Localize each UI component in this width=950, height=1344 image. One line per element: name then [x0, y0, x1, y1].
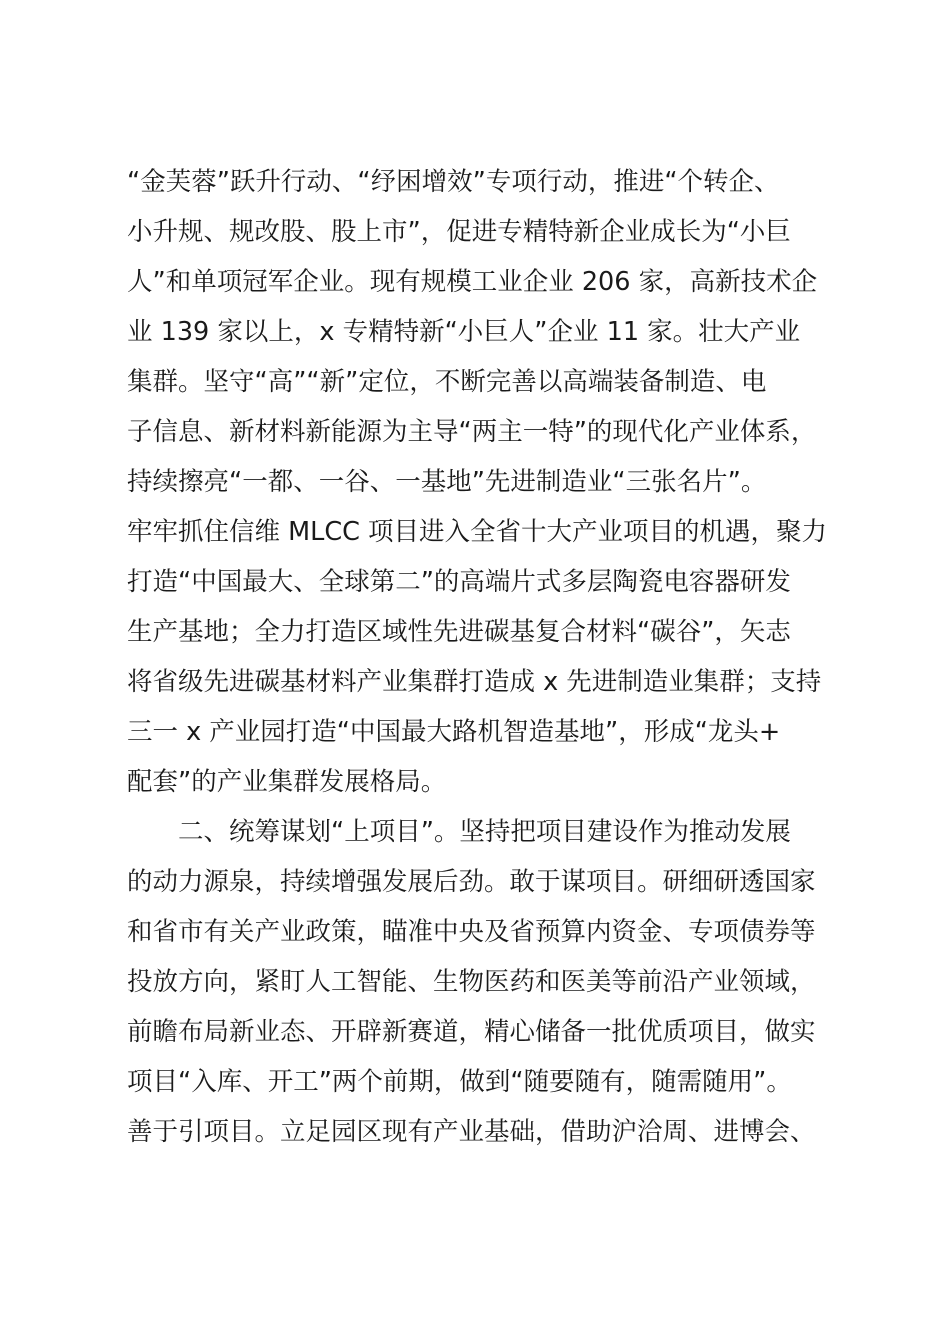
- text-line: 人”和单项冠军企业。现有规模工业企业 206 家，高新技术企: [127, 267, 818, 297]
- text-line: 集群。坚守“高”“新”定位，不断完善以高端装备制造、电: [127, 367, 767, 397]
- text-line: 子信息、新材料新能源为主导“两主一特”的现代化产业体系，: [127, 417, 817, 447]
- text-line: 前瞻布局新业态、开辟新赛道，精心储备一批优质项目，做实: [127, 1017, 816, 1047]
- text-line: 和省市有关产业政策，瞄准中央及省预算内资金、专项债券等: [127, 917, 816, 947]
- text-line: 小升规、规改股、股上市”，促进专精特新企业成长为“小巨: [127, 217, 791, 247]
- text-line: “金芙蓉”跃升行动、“纾困增效”专项行动，推进“个转企、: [127, 167, 780, 197]
- body-text: [127, 157, 867, 1157]
- text-line: 打造“中国最大、全球第二”的高端片式多层陶瓷电容器研发: [127, 567, 791, 597]
- text-line: 善于引项目。立足园区现有产业基础，借助沪洽周、进博会、: [127, 1117, 816, 1147]
- section-heading-line: 二、统筹谋划“上项目”。坚持把项目建设作为推动发展: [178, 817, 791, 847]
- text-line: 业 139 家以上，x 专精特新“小巨人”企业 11 家。壮大产业: [127, 317, 801, 347]
- text-line: 牢牢抓住信维 MLCC 项目进入全省十大产业项目的机遇，聚力: [127, 517, 828, 547]
- text-line: 三一 x 产业园打造“中国最大路机智造基地”，形成“龙头+: [127, 717, 781, 747]
- text-line: 投放方向，紧盯人工智能、生物医药和医美等前沿产业领域，: [127, 967, 816, 997]
- text-line: 生产基地；全力打造区域性先进碳基复合材料“碳谷”，矢志: [127, 617, 791, 647]
- text-line: 持续擦亮“一都、一谷、一基地”先进制造业“三张名片”。: [127, 467, 767, 497]
- text-line: 项目“入库、开工”两个前期，做到“随要随有，随需随用”。: [127, 1067, 792, 1097]
- text-line: 配套”的产业集群发展格局。: [127, 767, 447, 797]
- text-line: 将省级先进碳基材料产业集群打造成 x 先进制造业集群；支持: [127, 667, 822, 697]
- text-line: 的动力源泉，持续增强发展后劲。敢于谋项目。研细研透国家: [127, 867, 816, 897]
